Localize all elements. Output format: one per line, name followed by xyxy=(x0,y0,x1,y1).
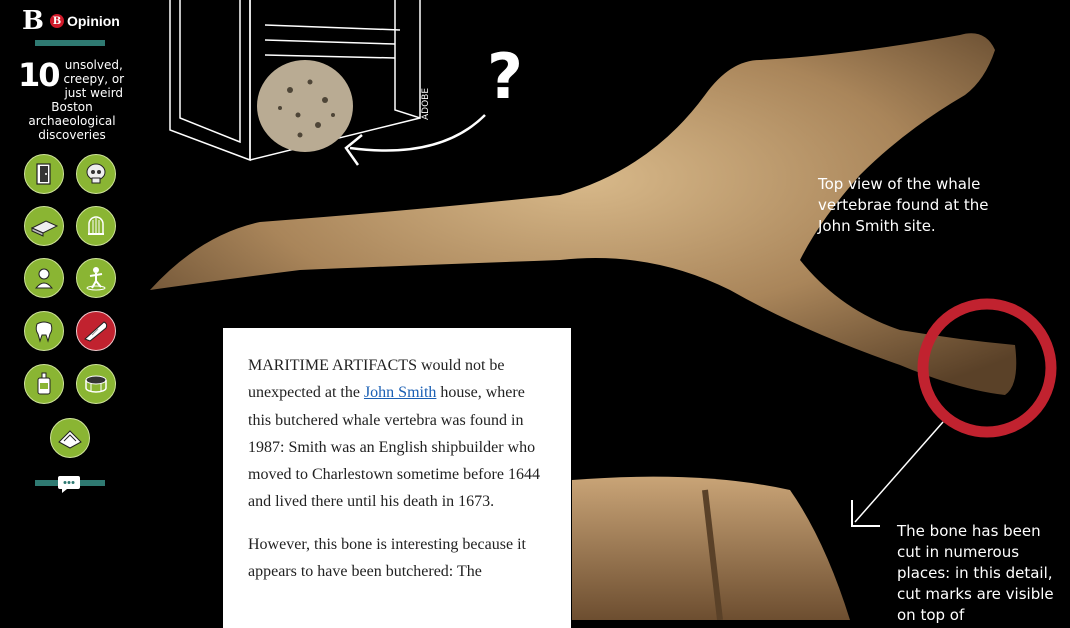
caption-cut-marks: The bone has been cut in numerous places: in this detail, cut marks are visible on top of xyxy=(897,522,1054,624)
article-card xyxy=(223,328,571,628)
question-mark: ? xyxy=(487,40,523,113)
nav-birdcage-icon[interactable] xyxy=(76,206,116,246)
opinion-link[interactable] xyxy=(50,13,120,29)
nav-figure-icon[interactable] xyxy=(76,258,116,298)
opinion-label: Opinion xyxy=(66,13,120,29)
nav-bottle-icon[interactable] xyxy=(24,364,64,404)
logo-row xyxy=(22,8,120,34)
john-smith-link[interactable]: John Smith xyxy=(363,384,437,402)
bone-fragment-sketch xyxy=(257,60,353,152)
opinion-badge-icon: B xyxy=(50,14,64,28)
nav-bust-icon[interactable] xyxy=(24,258,64,298)
pointer-line xyxy=(855,422,943,522)
globe-logo[interactable]: B xyxy=(22,6,44,36)
nav-roof-icon[interactable] xyxy=(50,418,90,458)
nav-well-icon[interactable] xyxy=(76,364,116,404)
series-title xyxy=(18,58,126,142)
nav-tooth-icon[interactable] xyxy=(24,311,64,351)
nav-door-icon[interactable] xyxy=(24,154,64,194)
caption-top-view: Top view of the whale vertebrae found at the John Smith site. xyxy=(818,175,989,235)
side-nav xyxy=(0,0,140,620)
illustration-credit: ADOBE xyxy=(421,87,431,120)
article-paragraph-2: However, this bone is interesting because it appears to have been butchered: The xyxy=(248,535,526,581)
comment-button[interactable] xyxy=(57,472,81,496)
series-title-text: unsolved, creepy, or just weird Boston archaeological discoveries xyxy=(28,58,125,142)
article-paragraph-1: MARITIME ARTIFACTS would not be unexpected at the John Smith house, where this butchered whale vertebra was found in 1987: Smith was an English shipbuilder who moved to Charlestown sometime before 1644 and lived there until his death in 1673. xyxy=(248,357,540,511)
nav-whale-icon[interactable] xyxy=(76,311,116,351)
nav-tablet-icon[interactable] xyxy=(24,206,64,246)
comment-bubble-icon xyxy=(57,472,81,496)
series-number: 10 xyxy=(18,56,59,94)
nav-skull-icon[interactable] xyxy=(76,154,116,194)
divider-top xyxy=(35,40,105,46)
article-lead: MARITIME ARTIFACTS xyxy=(248,357,417,374)
